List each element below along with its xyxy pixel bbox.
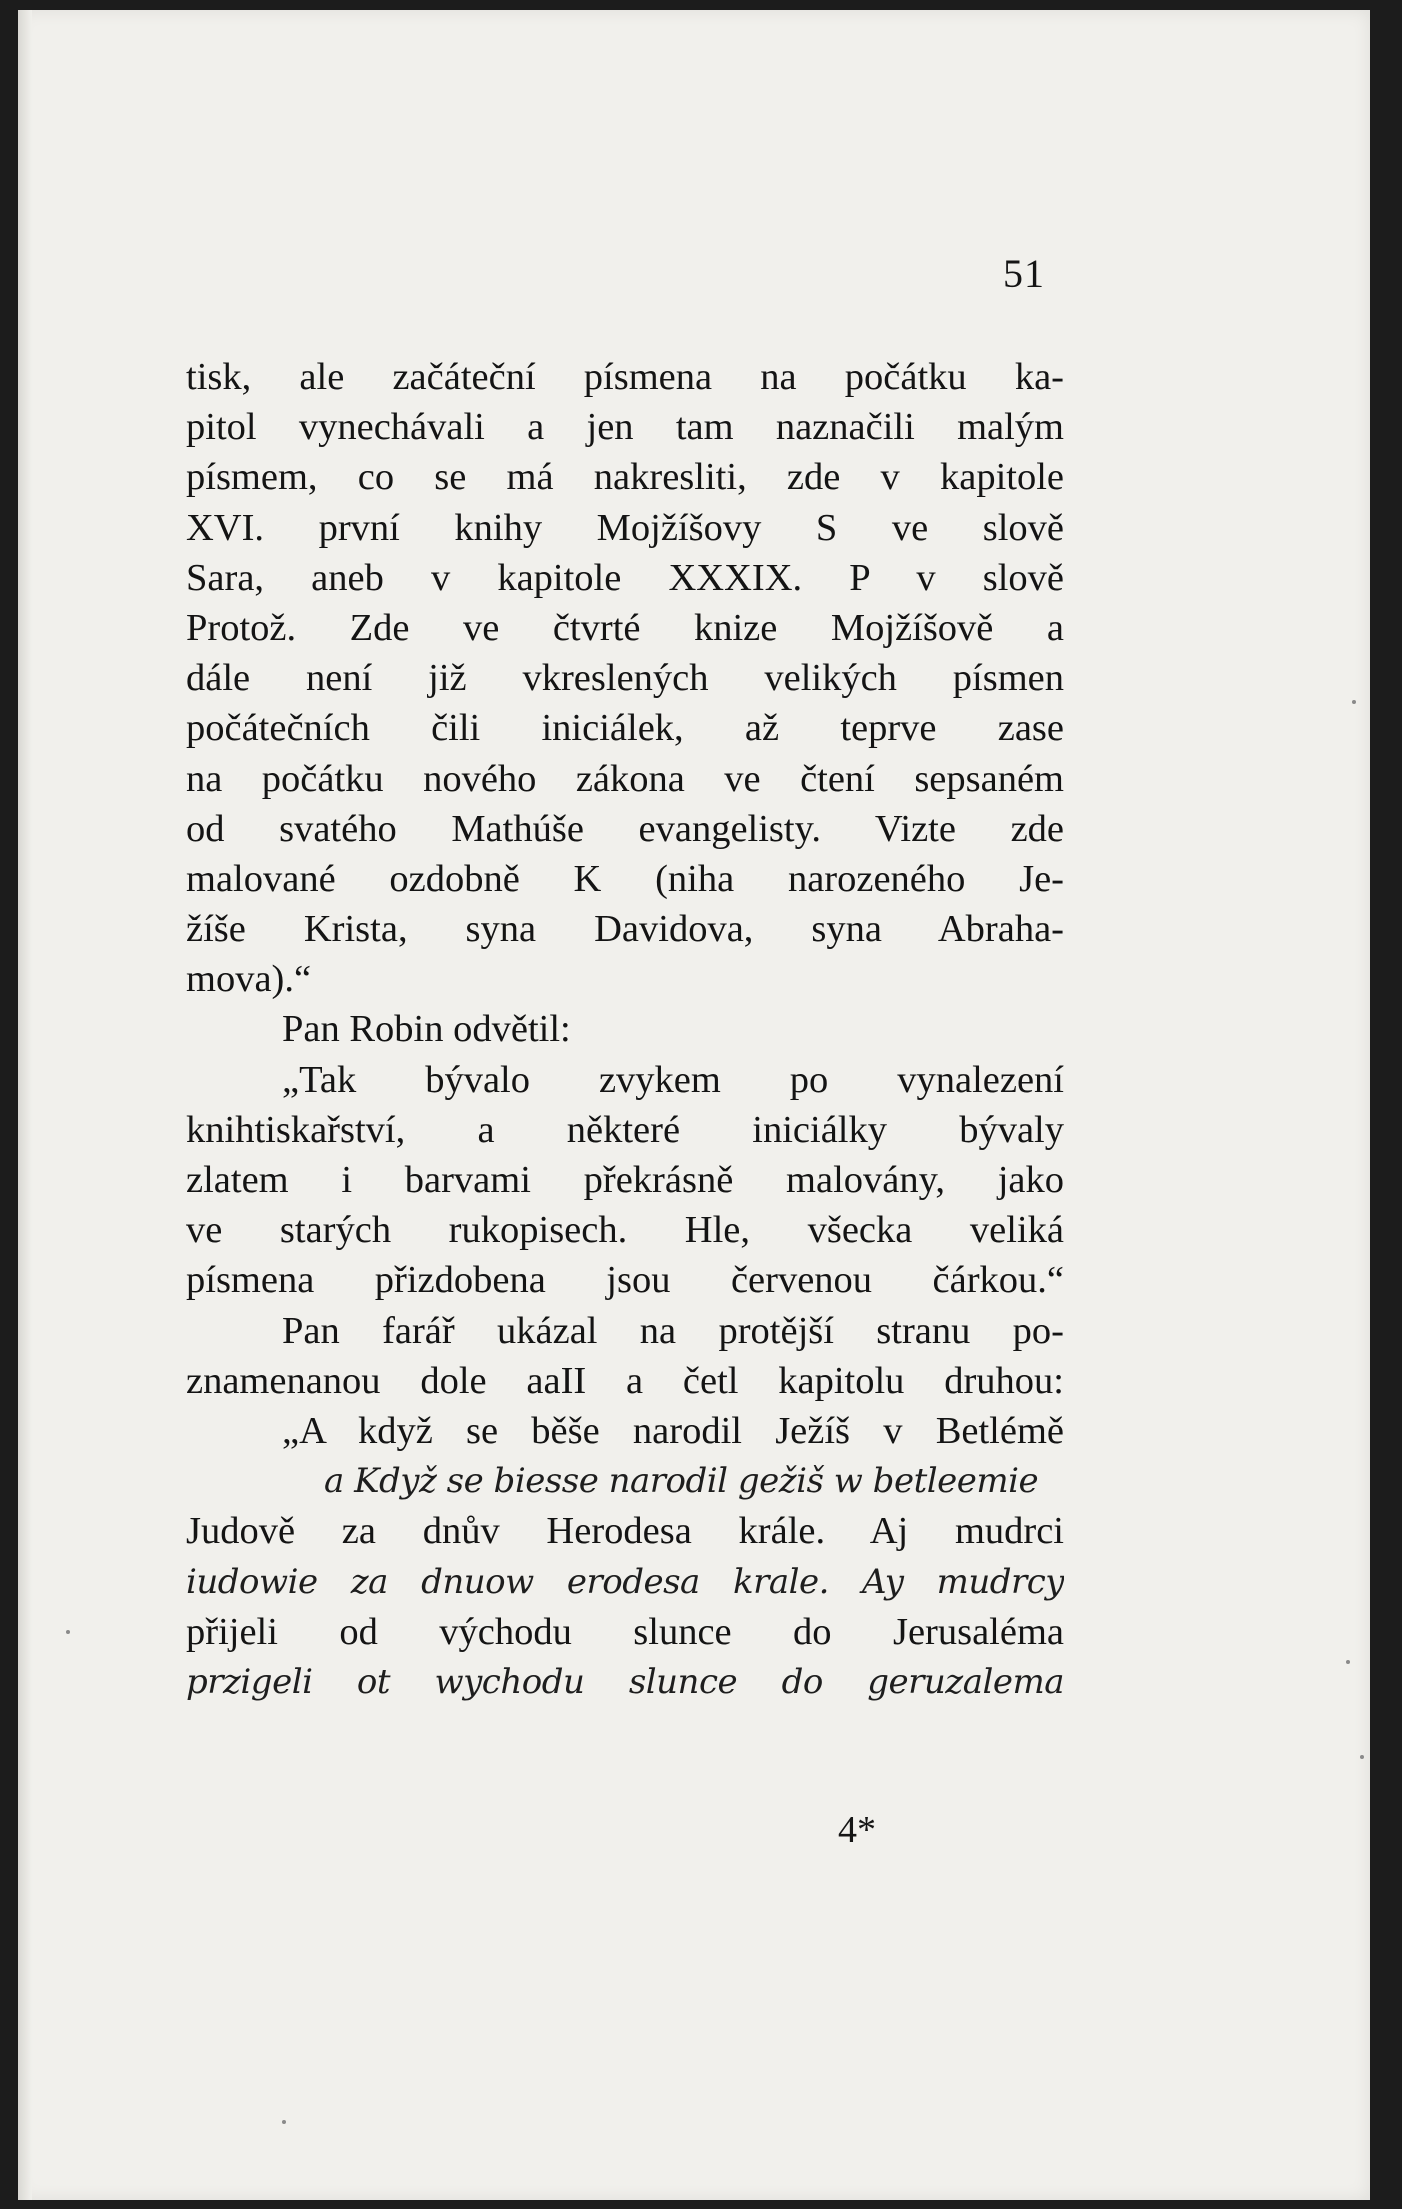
- text-line: ve starých rukopisech. Hle, všecka veliká: [186, 1209, 1064, 1252]
- text-line: od svatého Mathúše evangelisty. Vizte zde: [186, 807, 1064, 850]
- paper-speck: [1360, 1755, 1364, 1759]
- text-line: znamenanou dole aaII a četl kapitolu druhou:: [186, 1359, 1064, 1402]
- paper-speck: [1346, 1660, 1350, 1664]
- quote-line: „A když se běše narodil Ježíš v Betlémě: [282, 1409, 1064, 1452]
- text-line: Pan farář ukázal na protější stranu po-: [282, 1309, 1064, 1352]
- blackletter-line: przigeli ot wychodu slunce do geruzalema: [186, 1661, 1064, 1702]
- text-line: dále není již vkreslených velikých písmen: [186, 657, 1064, 700]
- speaker-line: Pan Robin odvětil:: [282, 1008, 571, 1051]
- text-line: zlatem i barvami překrásně malovány, jako: [186, 1159, 1064, 1201]
- text-line: knihtiskařství, a některé iniciálky bývaly: [186, 1108, 1064, 1151]
- blackletter-line: a Když se biesse narodil gežiš w betleemie: [324, 1461, 1039, 1502]
- text-line: Protož. Zde ve čtvrté knize Mojžíšově a: [186, 606, 1064, 649]
- text-line: malované ozdobně K (niha narozeného Je-: [186, 857, 1064, 900]
- text-line: počátečních čili iniciálek, až teprve zase: [186, 707, 1064, 750]
- quote-line: „Tak bývalo zvykem po vynalezení: [282, 1058, 1064, 1101]
- page-gutter-shadow: [18, 10, 32, 2200]
- text-line: Sara, aneb v kapitole XXXIX. P v slově: [186, 556, 1064, 599]
- body-text: [186, 352, 1064, 1707]
- page-number: 51: [1003, 251, 1045, 296]
- paper-speck: [66, 1630, 70, 1634]
- signature-mark: 4*: [838, 1809, 876, 1851]
- text-line: žíše Krista, syna Davidova, syna Abraha-: [186, 908, 1064, 951]
- text-line: tisk, ale začáteční písmena na počátku ka-: [186, 356, 1064, 398]
- text-line: písmem, co se má nakresliti, zde v kapitole: [186, 456, 1064, 499]
- paper-speck: [282, 2120, 286, 2124]
- text-line: XVI. první knihy Mojžíšovy S ve slově: [186, 506, 1064, 549]
- text-line: písmena přizdobena jsou červenou čárkou.“: [186, 1259, 1064, 1302]
- blackletter-line: iudowie za dnuow erodesa krale. Ay mudrcy: [186, 1561, 1064, 1602]
- text-line: mova).“: [186, 958, 312, 1001]
- text-line: přijeli od východu slunce do Jerusaléma: [186, 1610, 1064, 1653]
- text-line: Judově za dnův Herodesa krále. Aj mudrci: [186, 1510, 1064, 1553]
- text-line: na počátku nového zákona ve čtení sepsaném: [186, 757, 1064, 800]
- text-line: pitol vynechávali a jen tam naznačili malým: [186, 406, 1064, 449]
- paper-speck: [1352, 700, 1356, 704]
